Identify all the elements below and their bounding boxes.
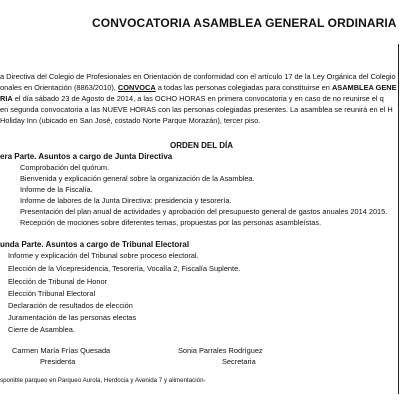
part1-item: Recepción de mociones sobre diferentes temas, propuestas por las personas asambleístas.	[20, 218, 322, 227]
intro-line-3	[0, 94, 384, 103]
intro-line-3-b: el día sábado 23 de Agosto de 2014, a las OCHO HORAS en primera convocatoria y en caso de no reunirse el q	[12, 94, 384, 103]
part2-item: Cierre de Asamblea.	[8, 325, 75, 334]
orden-del-dia-heading: ORDEN DEL DÍA	[170, 141, 233, 150]
part2-item: Elección de Tribunal de Honor	[8, 277, 108, 286]
intro-line-2	[0, 83, 397, 92]
document-title: CONVOCATORIA ASAMBLEA GENERAL ORDINARIA	[92, 16, 397, 30]
part2-item: Declaración de resultados de elección	[8, 301, 133, 310]
signature-left-name: Carmen María Frías Quesada	[12, 346, 111, 355]
part2-heading: unda Parte. Asuntos a cargo de Tribunal Electoral	[0, 240, 190, 249]
intro-line-1: a Directiva del Colegio de Profesionales en Orientación de conformidad con el artículo 17 de la Ley Orgánica del Colegio	[0, 72, 396, 81]
footer-note: sponible parqueo en Parqueo Aurola, Herdocia y Avenida 7 y alimentación-	[0, 377, 206, 384]
part1-item: Bienvenida y explicación general sobre la organización de la Asamblea.	[20, 174, 255, 183]
part1-item: Informe de labores de la Junta Directiva: presidencia y tesorería.	[20, 196, 232, 205]
signature-right-name: Sonia Parrales Rodríguez	[178, 346, 263, 355]
part1-heading: era Parte. Asuntos a cargo de Junta Directiva	[0, 152, 173, 161]
intro-line-2-a: onales en Orientación (8863/2010),	[0, 83, 118, 92]
page-border	[398, 44, 399, 394]
part1-item: Presentación del plan anual de actividades y aprobación del presupuesto general de gastos anuales 2014 2015.	[20, 207, 388, 216]
part1-item: Informe de la Fiscalía.	[20, 185, 93, 194]
intro-line-5: Holiday Inn (ubicado en San José, costado Norte Parque Morazán), tercer piso.	[0, 116, 261, 125]
asamblea-general-bold: ASAMBLEA GENE	[331, 83, 397, 92]
signature-right-role: Secretaria	[222, 357, 256, 366]
part2-item: Elección Tribunal Electoral	[8, 289, 96, 298]
intro-line-2-c: a todas las personas colegiadas para constituirse en	[155, 83, 332, 92]
ordinaria-bold: RIA	[0, 94, 13, 103]
part2-item: Elección de la Vicepresidencia, Tesorería, Vocalía 2, Fiscalía Suplente.	[8, 264, 241, 273]
intro-line-4: en segunda convocatoria a las NUEVE HORAS con las personas colegiadas presentes. La asamblea se reunirá en el H	[0, 105, 393, 114]
part2-item: Juramentación de las personas electas	[8, 313, 137, 322]
signature-left-role: Presidenta	[40, 357, 76, 366]
part2-item: Informe y explicación del Tribunal sobre proceso electoral.	[8, 251, 199, 260]
convoca-word: CONVOCA	[117, 83, 156, 92]
part1-item: Comprobación del quórum.	[20, 163, 110, 172]
